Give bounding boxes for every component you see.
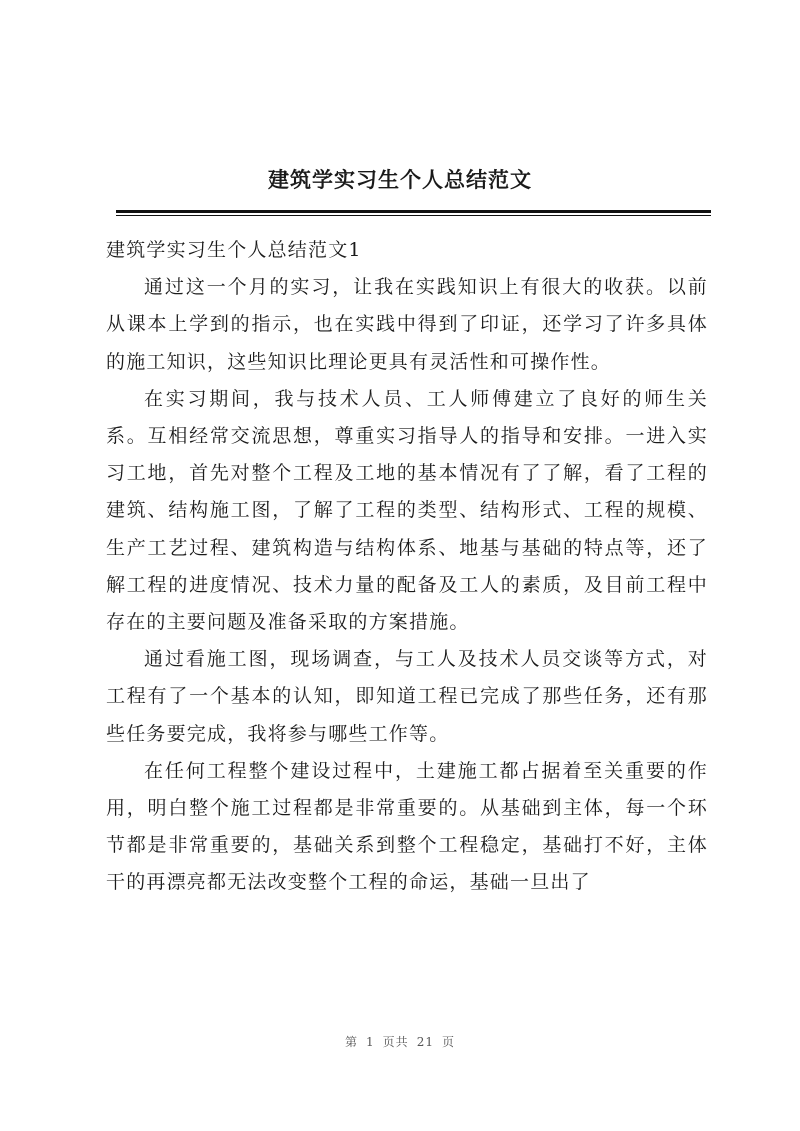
document-title: 建筑学实习生个人总结范文 (268, 167, 532, 192)
section-heading: 建筑学实习生个人总结范文1 (106, 239, 362, 261)
paragraph: 通过这一个月的实习，让我在实践知识上有很大的收获。以前从课本上学到的指示，也在实践中得到了印证，还学习了许多具体的施工知识，这些知识比理论更具有灵活性和可操作性。 (106, 276, 708, 373)
footer-page-number: 1 (366, 1035, 375, 1049)
footer-middle: 页共 (382, 1035, 409, 1049)
paragraph: 通过看施工图，现场调查，与工人及技术人员交谈等方式，对工程有了一个基本的认知，即知道工程已完成了那些任务，还有那些任务要完成，我将参与哪些工作等。 (106, 648, 708, 745)
title-divider-thin (116, 215, 711, 216)
paragraph: 在任何工程整个建设过程中，土建施工都占据着至关重要的作用，明白整个施工过程都是非常重要的。从基础到主体，每一个环节都是非常重要的，基础关系到整个工程稳定，基础打不好，主体干的再漂亮都无法改变整个工程的命运，基础一旦出了 (106, 759, 708, 894)
paragraph: 在实习期间，我与技术人员、工人师傅建立了良好的师生关系。互相经常交流思想，尊重实习指导人的指导和安排。一进入实习工地，首先对整个工程及工地的基本情况有了了解，看了工程的建筑、结构施工图，了解了工程的类型、结构形式、工程的规模、生产工艺过程、建筑构造与结构体系、地基与基础的特点等，还了解工程的进度情况、技术力量的配备及工人的素质，及目前工程中存在的主要问题及准备采取的方案措施。 (106, 387, 708, 634)
footer-total-pages: 21 (416, 1035, 434, 1049)
footer-prefix: 第 (345, 1035, 359, 1049)
title-divider-thick (116, 210, 711, 213)
page-footer (0, 1033, 800, 1050)
footer-suffix: 页 (441, 1035, 455, 1049)
document-body (106, 232, 708, 902)
